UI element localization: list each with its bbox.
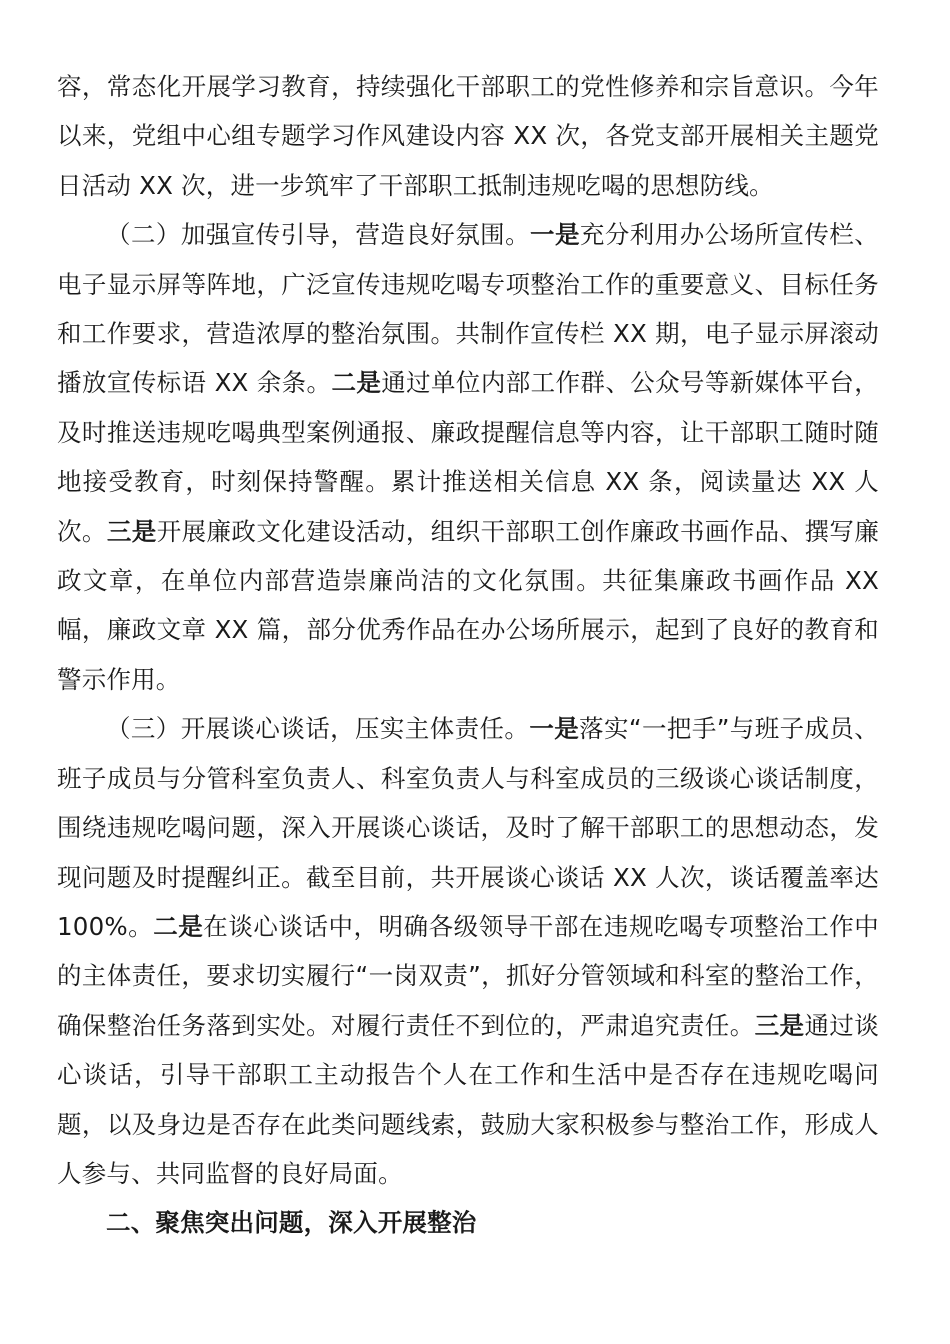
item-marker-second: 二是 <box>331 368 382 398</box>
section-lead-talks: （三）开展谈心谈话，压实主体责任。 <box>106 714 530 744</box>
paragraph-publicity <box>57 210 879 704</box>
item-text-third: 通过谈心谈话，引导干部职工主动报告个人在工作和生活中是否存在违规吃喝问题，以及身边是否存在此类问题线索，鼓励大家积极参与整治工作，形成人人参与、共同监督的良好局面。 <box>57 1010 879 1188</box>
item-marker-second: 二是 <box>153 911 204 941</box>
item-text-second: 在谈心谈话中，明确各级领导干部在违规吃喝专项整治工作中的主体责任，要求切实履行“一岗双责”，抓好分管领域和科室的整治工作，确保整治任务落到实处。对履行责任不到位的，严肃追究责任。 <box>57 911 879 1040</box>
item-text-first: 落实“一把手”与班子成员、班子成员与分管科室负责人、科室负责人与科室成员的三级谈心谈话制度，围绕违规吃喝问题，深入开展谈心谈话，及时了解干部职工的思想动态，发现问题及时提醒纠正。截至目前，共开展谈心谈话 XX 人次，谈话覆盖率达 100%。 <box>57 714 880 941</box>
item-marker-first: 一是 <box>530 220 580 250</box>
document-page <box>57 62 879 1248</box>
item-text-third: 开展廉政文化建设活动，组织干部职工创作廉政书画作品、撰写廉政文章，在单位内部营造崇廉尚洁的文化氛围。共征集廉政书画作品 XX 幅，廉政文章 XX 篇，部分优秀作品在办公场所展示，起到了良好的教育和警示作用。 <box>57 516 880 694</box>
paragraph-continuation: 容，常态化开展学习教育，持续强化干部职工的党性修养和宗旨意识。今年以来，党组中心组专题学习作风建设内容 XX 次，各党支部开展相关主题党日活动 XX 次，进一步筑牢了干部职工抵制违规吃喝的思想防线。 <box>57 72 879 200</box>
item-text-first: 充分利用办公场所宣传栏、电子显示屏等阵地，广泛宣传违规吃喝专项整治工作的重要意义、目标任务和工作要求，营造浓厚的整治氛围。共制作宣传栏 XX 期，电子显示屏滚动播放宣传标语 XX 余条。 <box>57 220 879 398</box>
item-text-second: 通过单位内部工作群、公众号等新媒体平台，及时推送违规吃喝典型案例通报、廉政提醒信息等内容，让干部职工随时随地接受教育，时刻保持警醒。累计推送相关信息 XX 条，阅读量达 XX 人次。 <box>57 368 879 546</box>
section-heading: 二、聚焦突出问题，深入开展整治 <box>106 1208 477 1238</box>
section-lead-publicity: （二）加强宣传引导，营造良好氛围。 <box>106 220 531 250</box>
item-marker-third: 三是 <box>106 516 157 546</box>
paragraph-talks <box>57 704 879 1198</box>
item-marker-first: 一是 <box>529 714 580 744</box>
item-marker-third: 三是 <box>754 1010 805 1040</box>
